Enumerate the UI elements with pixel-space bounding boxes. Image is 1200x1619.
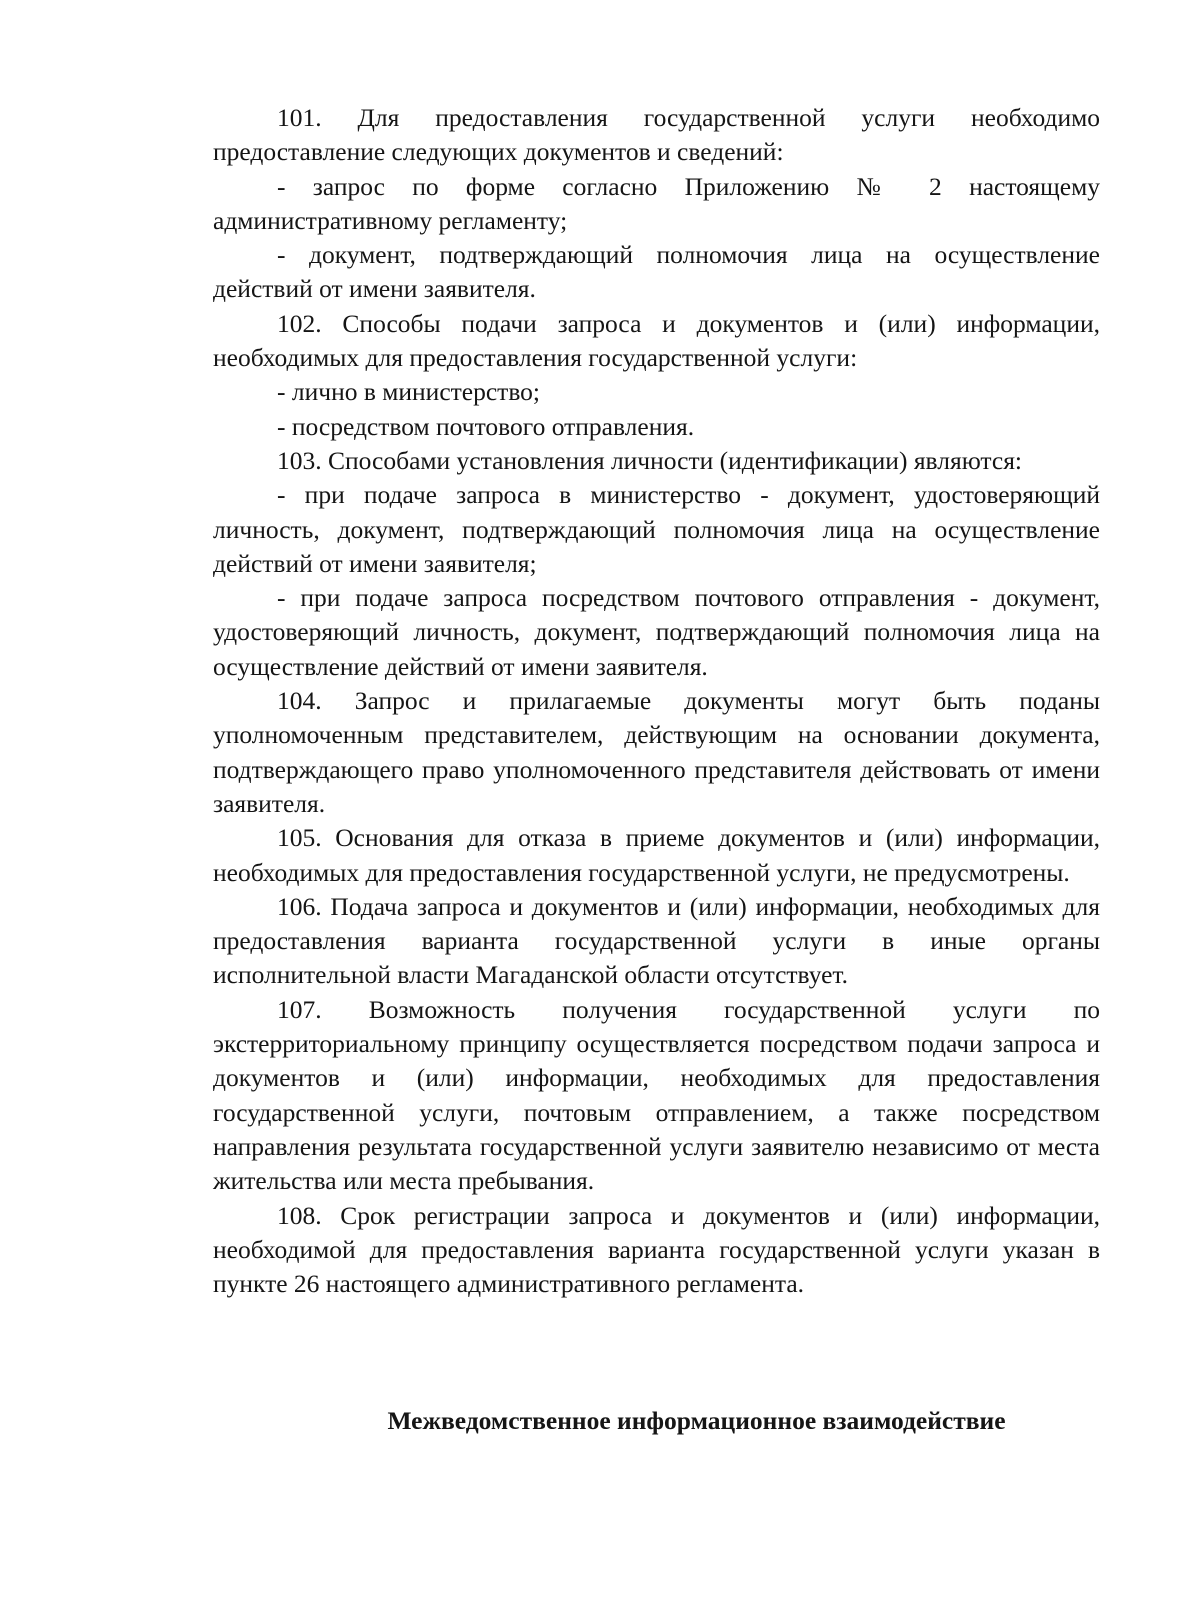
section-heading: Межведомственное информационное взаимодействие bbox=[387, 1406, 1006, 1435]
document-body bbox=[213, 101, 1100, 1301]
paragraph-101: 101. Для предоставления государственной услуги необходимо предоставление следующих документов и сведений: bbox=[213, 103, 1100, 167]
paragraph-103: 103. Способами установления личности (идентификации) являются: bbox=[277, 445, 1023, 475]
paragraph-104: 104. Запрос и прилагаемые документы могут быть поданы уполномоченным представителем, действующим на основании документа, подтверждающего право уполномоченного представителя действовать от имени заявителя. bbox=[213, 686, 1100, 818]
list-item-identification-mail: - при подаче запроса посредством почтового отправления - документ, удостоверяющий личность, документ, подтверждающий полномочия лица на осуществление действий от имени заявителя. bbox=[213, 583, 1100, 681]
list-item-request-form: - запрос по форме согласно Приложению № 2 настоящему административному регламенту; bbox=[213, 171, 1100, 235]
paragraph-106: 106. Подача запроса и документов и (или) информации, необходимых для предоставления варианта государственной услуги в иные органы исполнительной власти Магаданской области отсутствует. bbox=[213, 891, 1100, 990]
list-item-identification-ministry: - при подаче запроса в министерство - документ, удостоверяющий личность, документ, подтверждающий полномочия лица на осуществление действий от имени заявителя; bbox=[213, 480, 1100, 578]
paragraph-102: 102. Способы подачи запроса и документов и (или) информации, необходимых для предоставления государственной услуги: bbox=[213, 308, 1100, 373]
paragraph-107: 107. Возможность получения государственной услуги по экстерриториальному принципу осуществляется посредством подачи запроса и документов и (или) информации, необходимых для предоставления государственной услуги, почтовым отправлением, а также посредством направления результата государственной услуги заявителю независимо от места жительства или места пребывания. bbox=[213, 994, 1100, 1196]
list-item-in-person: - лично в министерство; bbox=[277, 377, 541, 407]
list-item-authority-document: - документ, подтверждающий полномочия лица на осуществление действий от имени заявителя. bbox=[213, 240, 1100, 304]
paragraph-108: 108. Срок регистрации запроса и документов и (или) информации, необходимой для предоставления варианта государственной услуги указан в пункте 26 настоящего административного регламента. bbox=[213, 1200, 1100, 1299]
paragraph-105: 105. Основания для отказа в приеме документов и (или) информации, необходимых для предоставления государственной услуги, не предусмотрены. bbox=[213, 823, 1100, 887]
list-item-by-mail: - посредством почтового отправления. bbox=[277, 411, 695, 441]
